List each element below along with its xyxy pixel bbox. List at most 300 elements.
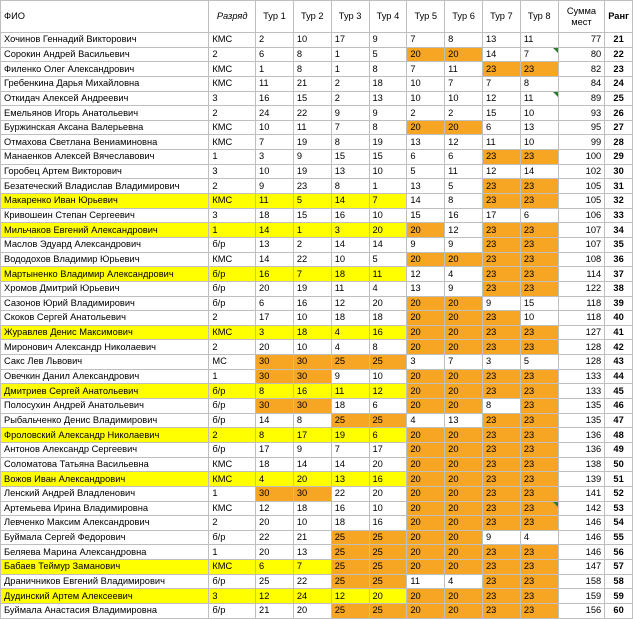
cell-tour-1[interactable]: 14 bbox=[256, 413, 294, 428]
cell-tour-3[interactable]: 1 bbox=[331, 47, 369, 62]
cell-tour-3[interactable]: 25 bbox=[331, 603, 369, 618]
cell-tour-8[interactable]: 15 bbox=[520, 296, 558, 311]
cell-tour-2[interactable]: 16 bbox=[293, 384, 331, 399]
cell-sum[interactable]: 118 bbox=[558, 296, 605, 311]
cell-tour-5[interactable]: 20 bbox=[407, 442, 445, 457]
cell-sum[interactable]: 100 bbox=[558, 150, 605, 165]
cell-tour-6[interactable]: 6 bbox=[445, 150, 483, 165]
cell-razryad[interactable]: б/р bbox=[209, 574, 256, 589]
header-tour-8[interactable]: Тур 8 bbox=[520, 1, 558, 33]
cell-tour-5[interactable]: 20 bbox=[407, 311, 445, 326]
cell-tour-6[interactable]: 20 bbox=[445, 442, 483, 457]
cell-tour-3[interactable]: 18 bbox=[331, 516, 369, 531]
cell-name[interactable]: Овечкин Данил Александрович bbox=[1, 369, 209, 384]
cell-sum[interactable]: 133 bbox=[558, 384, 605, 399]
cell-tour-6[interactable]: 20 bbox=[445, 384, 483, 399]
cell-tour-3[interactable]: 8 bbox=[331, 135, 369, 150]
cell-razryad[interactable]: б/р bbox=[209, 384, 256, 399]
cell-tour-3[interactable]: 18 bbox=[331, 399, 369, 414]
cell-razryad[interactable]: 1 bbox=[209, 223, 256, 238]
cell-tour-5[interactable]: 5 bbox=[407, 164, 445, 179]
cell-razryad[interactable]: 3 bbox=[209, 164, 256, 179]
cell-rank[interactable]: 31 bbox=[605, 179, 633, 194]
cell-tour-1[interactable]: 11 bbox=[256, 194, 294, 209]
cell-razryad[interactable]: б/р bbox=[209, 530, 256, 545]
header-rank[interactable]: Ранг bbox=[605, 1, 633, 33]
cell-tour-7[interactable]: 23 bbox=[483, 442, 521, 457]
cell-tour-7[interactable]: 23 bbox=[483, 486, 521, 501]
cell-tour-6[interactable]: 20 bbox=[445, 603, 483, 618]
cell-tour-4[interactable]: 7 bbox=[369, 194, 407, 209]
cell-tour-1[interactable]: 6 bbox=[256, 47, 294, 62]
cell-tour-2[interactable]: 5 bbox=[293, 194, 331, 209]
cell-tour-8[interactable]: 23 bbox=[520, 603, 558, 618]
cell-name[interactable]: Безатеческий Владислав Владимирович bbox=[1, 179, 209, 194]
cell-tour-3[interactable]: 25 bbox=[331, 560, 369, 575]
cell-tour-1[interactable]: 14 bbox=[256, 252, 294, 267]
cell-tour-7[interactable]: 23 bbox=[483, 384, 521, 399]
cell-name[interactable]: Рыбальченко Денис Владимирович bbox=[1, 413, 209, 428]
cell-name[interactable]: Горобец Артем Викторович bbox=[1, 164, 209, 179]
cell-name[interactable]: Дудинский Артем Алексеевич bbox=[1, 589, 209, 604]
cell-tour-7[interactable]: 23 bbox=[483, 340, 521, 355]
cell-sum[interactable]: 127 bbox=[558, 325, 605, 340]
cell-tour-8[interactable]: 23 bbox=[520, 486, 558, 501]
cell-rank[interactable]: 59 bbox=[605, 589, 633, 604]
cell-tour-6[interactable]: 9 bbox=[445, 281, 483, 296]
cell-tour-3[interactable]: 3 bbox=[331, 223, 369, 238]
cell-tour-1[interactable]: 24 bbox=[256, 106, 294, 121]
cell-razryad[interactable]: 3 bbox=[209, 589, 256, 604]
cell-sum[interactable]: 95 bbox=[558, 120, 605, 135]
cell-tour-6[interactable]: 11 bbox=[445, 62, 483, 77]
cell-tour-5[interactable]: 20 bbox=[407, 296, 445, 311]
cell-sum[interactable]: 107 bbox=[558, 223, 605, 238]
cell-rank[interactable]: 34 bbox=[605, 223, 633, 238]
cell-tour-3[interactable]: 22 bbox=[331, 486, 369, 501]
cell-tour-7[interactable]: 23 bbox=[483, 150, 521, 165]
cell-tour-6[interactable]: 20 bbox=[445, 472, 483, 487]
cell-tour-1[interactable]: 30 bbox=[256, 399, 294, 414]
cell-sum[interactable]: 89 bbox=[558, 91, 605, 106]
cell-tour-3[interactable]: 4 bbox=[331, 340, 369, 355]
cell-tour-5[interactable]: 2 bbox=[407, 106, 445, 121]
cell-tour-7[interactable]: 23 bbox=[483, 501, 521, 516]
cell-tour-3[interactable]: 9 bbox=[331, 369, 369, 384]
cell-razryad[interactable]: КМС bbox=[209, 252, 256, 267]
cell-razryad[interactable]: 1 bbox=[209, 545, 256, 560]
header-tour-4[interactable]: Тур 4 bbox=[369, 1, 407, 33]
cell-tour-8[interactable]: 11 bbox=[520, 33, 558, 48]
cell-tour-6[interactable]: 20 bbox=[445, 296, 483, 311]
cell-tour-8[interactable]: 5 bbox=[520, 355, 558, 370]
cell-tour-1[interactable]: 13 bbox=[256, 237, 294, 252]
cell-name[interactable]: Полосухин Андрей Анатольевич bbox=[1, 399, 209, 414]
cell-tour-8[interactable]: 23 bbox=[520, 472, 558, 487]
cell-tour-1[interactable]: 18 bbox=[256, 208, 294, 223]
cell-tour-8[interactable]: 13 bbox=[520, 120, 558, 135]
cell-tour-3[interactable]: 11 bbox=[331, 281, 369, 296]
cell-rank[interactable]: 27 bbox=[605, 120, 633, 135]
cell-rank[interactable]: 60 bbox=[605, 603, 633, 618]
cell-name[interactable]: Буймала Анастасия Владимировна bbox=[1, 603, 209, 618]
cell-tour-8[interactable]: 10 bbox=[520, 135, 558, 150]
cell-razryad[interactable]: 1 bbox=[209, 369, 256, 384]
cell-tour-7[interactable]: 9 bbox=[483, 296, 521, 311]
cell-tour-3[interactable]: 15 bbox=[331, 150, 369, 165]
cell-sum[interactable]: 142 bbox=[558, 501, 605, 516]
cell-tour-5[interactable]: 20 bbox=[407, 252, 445, 267]
cell-tour-8[interactable]: 23 bbox=[520, 560, 558, 575]
cell-tour-7[interactable]: 23 bbox=[483, 574, 521, 589]
cell-tour-3[interactable]: 16 bbox=[331, 501, 369, 516]
cell-tour-7[interactable]: 23 bbox=[483, 179, 521, 194]
cell-razryad[interactable]: КМС bbox=[209, 62, 256, 77]
cell-tour-6[interactable]: 20 bbox=[445, 457, 483, 472]
cell-rank[interactable]: 58 bbox=[605, 574, 633, 589]
cell-tour-5[interactable]: 11 bbox=[407, 574, 445, 589]
cell-rank[interactable]: 37 bbox=[605, 267, 633, 282]
cell-tour-5[interactable]: 7 bbox=[407, 62, 445, 77]
cell-name[interactable]: Отмахова Светлана Вениаминовна bbox=[1, 135, 209, 150]
cell-tour-6[interactable]: 20 bbox=[445, 589, 483, 604]
cell-rank[interactable]: 41 bbox=[605, 325, 633, 340]
cell-tour-4[interactable]: 18 bbox=[369, 311, 407, 326]
cell-tour-4[interactable]: 5 bbox=[369, 47, 407, 62]
cell-sum[interactable]: 82 bbox=[558, 62, 605, 77]
cell-tour-4[interactable]: 1 bbox=[369, 179, 407, 194]
cell-tour-8[interactable]: 23 bbox=[520, 369, 558, 384]
cell-rank[interactable]: 24 bbox=[605, 76, 633, 91]
cell-tour-7[interactable]: 23 bbox=[483, 589, 521, 604]
cell-tour-8[interactable]: 23 bbox=[520, 194, 558, 209]
header-razryad[interactable]: Разряд bbox=[209, 1, 256, 33]
cell-name[interactable]: Бабаев Теймур Заманович bbox=[1, 560, 209, 575]
cell-name[interactable]: Сорокин Андрей Васильевич bbox=[1, 47, 209, 62]
cell-name[interactable]: Кривошеин Степан Сергеевич bbox=[1, 208, 209, 223]
cell-rank[interactable]: 30 bbox=[605, 164, 633, 179]
cell-tour-2[interactable]: 22 bbox=[293, 574, 331, 589]
cell-tour-2[interactable]: 11 bbox=[293, 120, 331, 135]
cell-tour-7[interactable]: 23 bbox=[483, 267, 521, 282]
cell-rank[interactable]: 25 bbox=[605, 91, 633, 106]
cell-name[interactable]: Хочинов Геннадий Викторович bbox=[1, 33, 209, 48]
cell-tour-1[interactable]: 25 bbox=[256, 574, 294, 589]
cell-tour-6[interactable]: 4 bbox=[445, 574, 483, 589]
cell-tour-6[interactable]: 20 bbox=[445, 545, 483, 560]
cell-tour-3[interactable]: 17 bbox=[331, 33, 369, 48]
cell-tour-5[interactable]: 20 bbox=[407, 120, 445, 135]
cell-tour-2[interactable]: 9 bbox=[293, 150, 331, 165]
cell-tour-3[interactable]: 9 bbox=[331, 106, 369, 121]
cell-name[interactable]: Филенко Олег Александрович bbox=[1, 62, 209, 77]
cell-tour-4[interactable]: 6 bbox=[369, 428, 407, 443]
cell-tour-3[interactable]: 14 bbox=[331, 457, 369, 472]
cell-razryad[interactable]: б/р bbox=[209, 281, 256, 296]
cell-tour-4[interactable]: 20 bbox=[369, 296, 407, 311]
cell-tour-4[interactable]: 10 bbox=[369, 164, 407, 179]
cell-razryad[interactable]: КМС bbox=[209, 120, 256, 135]
cell-tour-5[interactable]: 15 bbox=[407, 208, 445, 223]
cell-tour-5[interactable]: 9 bbox=[407, 237, 445, 252]
cell-tour-4[interactable]: 25 bbox=[369, 574, 407, 589]
cell-tour-6[interactable]: 20 bbox=[445, 516, 483, 531]
cell-rank[interactable]: 33 bbox=[605, 208, 633, 223]
cell-tour-5[interactable]: 20 bbox=[407, 472, 445, 487]
cell-tour-5[interactable]: 13 bbox=[407, 281, 445, 296]
cell-tour-5[interactable]: 20 bbox=[407, 530, 445, 545]
cell-razryad[interactable]: 1 bbox=[209, 486, 256, 501]
cell-tour-1[interactable]: 22 bbox=[256, 530, 294, 545]
cell-tour-1[interactable]: 30 bbox=[256, 355, 294, 370]
cell-tour-7[interactable]: 23 bbox=[483, 457, 521, 472]
cell-sum[interactable]: 156 bbox=[558, 603, 605, 618]
cell-tour-4[interactable]: 4 bbox=[369, 281, 407, 296]
cell-sum[interactable]: 114 bbox=[558, 267, 605, 282]
cell-rank[interactable]: 51 bbox=[605, 472, 633, 487]
cell-tour-4[interactable]: 17 bbox=[369, 442, 407, 457]
cell-tour-4[interactable]: 13 bbox=[369, 91, 407, 106]
cell-tour-5[interactable]: 20 bbox=[407, 589, 445, 604]
cell-sum[interactable]: 138 bbox=[558, 457, 605, 472]
cell-tour-5[interactable]: 20 bbox=[407, 545, 445, 560]
cell-tour-2[interactable]: 17 bbox=[293, 428, 331, 443]
cell-name[interactable]: Скоков Сергей Анатольевич bbox=[1, 311, 209, 326]
cell-tour-1[interactable]: 20 bbox=[256, 340, 294, 355]
cell-tour-4[interactable]: 8 bbox=[369, 62, 407, 77]
cell-sum[interactable]: 135 bbox=[558, 399, 605, 414]
cell-razryad[interactable]: 2 bbox=[209, 428, 256, 443]
cell-tour-1[interactable]: 14 bbox=[256, 223, 294, 238]
cell-sum[interactable]: 93 bbox=[558, 106, 605, 121]
cell-tour-6[interactable]: 20 bbox=[445, 252, 483, 267]
cell-tour-2[interactable]: 18 bbox=[293, 501, 331, 516]
cell-sum[interactable]: 146 bbox=[558, 516, 605, 531]
cell-tour-7[interactable]: 23 bbox=[483, 428, 521, 443]
cell-razryad[interactable]: КМС bbox=[209, 501, 256, 516]
cell-tour-2[interactable]: 24 bbox=[293, 589, 331, 604]
cell-tour-1[interactable]: 4 bbox=[256, 472, 294, 487]
cell-tour-4[interactable]: 25 bbox=[369, 603, 407, 618]
cell-rank[interactable]: 43 bbox=[605, 355, 633, 370]
cell-rank[interactable]: 55 bbox=[605, 530, 633, 545]
cell-tour-3[interactable]: 13 bbox=[331, 164, 369, 179]
cell-rank[interactable]: 48 bbox=[605, 428, 633, 443]
cell-tour-3[interactable]: 16 bbox=[331, 208, 369, 223]
cell-tour-6[interactable]: 16 bbox=[445, 208, 483, 223]
cell-tour-2[interactable]: 16 bbox=[293, 296, 331, 311]
cell-tour-5[interactable]: 20 bbox=[407, 223, 445, 238]
cell-tour-6[interactable]: 20 bbox=[445, 311, 483, 326]
cell-name[interactable]: Вододохов Владимир Юрьевич bbox=[1, 252, 209, 267]
cell-tour-2[interactable]: 10 bbox=[293, 340, 331, 355]
cell-tour-1[interactable]: 17 bbox=[256, 311, 294, 326]
cell-name[interactable]: Мартыненко Владимир Александрович bbox=[1, 267, 209, 282]
cell-name[interactable]: Вожов Иван Александрович bbox=[1, 472, 209, 487]
cell-tour-6[interactable]: 20 bbox=[445, 340, 483, 355]
cell-tour-5[interactable]: 14 bbox=[407, 194, 445, 209]
cell-razryad[interactable]: КМС bbox=[209, 325, 256, 340]
cell-rank[interactable]: 28 bbox=[605, 135, 633, 150]
cell-sum[interactable]: 159 bbox=[558, 589, 605, 604]
cell-tour-7[interactable]: 23 bbox=[483, 223, 521, 238]
cell-name[interactable]: Манаенков Алексей Вячеславович bbox=[1, 150, 209, 165]
cell-tour-8[interactable]: 23 bbox=[520, 442, 558, 457]
cell-tour-1[interactable]: 12 bbox=[256, 501, 294, 516]
cell-tour-5[interactable]: 7 bbox=[407, 33, 445, 48]
cell-tour-8[interactable]: 23 bbox=[520, 252, 558, 267]
cell-name[interactable]: Гребенкина Дарья Михайловна bbox=[1, 76, 209, 91]
cell-razryad[interactable]: КМС bbox=[209, 457, 256, 472]
cell-sum[interactable]: 147 bbox=[558, 560, 605, 575]
cell-rank[interactable]: 32 bbox=[605, 194, 633, 209]
cell-tour-8[interactable]: 23 bbox=[520, 223, 558, 238]
cell-tour-8[interactable]: 23 bbox=[520, 267, 558, 282]
cell-tour-6[interactable]: 12 bbox=[445, 223, 483, 238]
cell-tour-2[interactable]: 18 bbox=[293, 325, 331, 340]
cell-rank[interactable]: 54 bbox=[605, 516, 633, 531]
cell-tour-1[interactable]: 10 bbox=[256, 120, 294, 135]
cell-razryad[interactable]: б/р bbox=[209, 267, 256, 282]
cell-name[interactable]: Миронович Александр Николаевич bbox=[1, 340, 209, 355]
cell-tour-1[interactable]: 10 bbox=[256, 164, 294, 179]
cell-tour-2[interactable]: 10 bbox=[293, 311, 331, 326]
cell-tour-3[interactable]: 7 bbox=[331, 442, 369, 457]
cell-tour-8[interactable]: 23 bbox=[520, 340, 558, 355]
cell-tour-6[interactable]: 9 bbox=[445, 237, 483, 252]
cell-razryad[interactable]: б/р bbox=[209, 442, 256, 457]
cell-tour-7[interactable]: 23 bbox=[483, 369, 521, 384]
cell-tour-6[interactable]: 5 bbox=[445, 179, 483, 194]
cell-tour-5[interactable]: 20 bbox=[407, 457, 445, 472]
cell-sum[interactable]: 146 bbox=[558, 545, 605, 560]
cell-tour-4[interactable]: 20 bbox=[369, 223, 407, 238]
cell-tour-1[interactable]: 21 bbox=[256, 603, 294, 618]
cell-tour-6[interactable]: 20 bbox=[445, 399, 483, 414]
cell-tour-1[interactable]: 8 bbox=[256, 384, 294, 399]
cell-razryad[interactable]: КМС bbox=[209, 194, 256, 209]
cell-razryad[interactable]: КМС bbox=[209, 33, 256, 48]
cell-tour-5[interactable]: 20 bbox=[407, 486, 445, 501]
cell-rank[interactable]: 57 bbox=[605, 560, 633, 575]
cell-sum[interactable]: 102 bbox=[558, 164, 605, 179]
cell-razryad[interactable]: 3 bbox=[209, 91, 256, 106]
header-tour-7[interactable]: Тур 7 bbox=[483, 1, 521, 33]
cell-tour-2[interactable]: 30 bbox=[293, 355, 331, 370]
cell-sum[interactable]: 99 bbox=[558, 135, 605, 150]
cell-name[interactable]: Дмитриев Сергей Анатольевич bbox=[1, 384, 209, 399]
cell-tour-3[interactable]: 13 bbox=[331, 472, 369, 487]
cell-tour-5[interactable]: 10 bbox=[407, 76, 445, 91]
cell-tour-2[interactable]: 1 bbox=[293, 223, 331, 238]
cell-razryad[interactable]: КМС bbox=[209, 76, 256, 91]
cell-tour-5[interactable]: 4 bbox=[407, 413, 445, 428]
cell-name[interactable]: Макаренко Иван Юрьевич bbox=[1, 194, 209, 209]
cell-rank[interactable]: 53 bbox=[605, 501, 633, 516]
cell-tour-8[interactable]: 23 bbox=[520, 413, 558, 428]
cell-tour-5[interactable]: 13 bbox=[407, 135, 445, 150]
cell-tour-7[interactable]: 23 bbox=[483, 472, 521, 487]
cell-tour-6[interactable]: 20 bbox=[445, 47, 483, 62]
cell-name[interactable]: Артемьева Ирина Владимировна bbox=[1, 501, 209, 516]
cell-tour-5[interactable]: 20 bbox=[407, 47, 445, 62]
cell-tour-4[interactable]: 12 bbox=[369, 384, 407, 399]
cell-tour-7[interactable]: 23 bbox=[483, 252, 521, 267]
cell-razryad[interactable]: 3 bbox=[209, 208, 256, 223]
cell-tour-7[interactable]: 23 bbox=[483, 194, 521, 209]
cell-name[interactable]: Левченко Максим Александрович bbox=[1, 516, 209, 531]
cell-tour-2[interactable]: 30 bbox=[293, 486, 331, 501]
cell-tour-4[interactable]: 25 bbox=[369, 560, 407, 575]
cell-tour-7[interactable]: 6 bbox=[483, 120, 521, 135]
cell-tour-4[interactable]: 11 bbox=[369, 267, 407, 282]
cell-tour-2[interactable]: 7 bbox=[293, 560, 331, 575]
cell-name[interactable]: Ленский Андрей Владленович bbox=[1, 486, 209, 501]
cell-tour-4[interactable]: 10 bbox=[369, 369, 407, 384]
cell-tour-8[interactable]: 23 bbox=[520, 399, 558, 414]
cell-tour-5[interactable]: 3 bbox=[407, 355, 445, 370]
cell-tour-8[interactable]: 23 bbox=[520, 545, 558, 560]
cell-tour-6[interactable]: 20 bbox=[445, 120, 483, 135]
cell-tour-1[interactable]: 30 bbox=[256, 369, 294, 384]
cell-tour-1[interactable]: 16 bbox=[256, 91, 294, 106]
cell-tour-4[interactable]: 14 bbox=[369, 237, 407, 252]
cell-razryad[interactable]: 2 bbox=[209, 179, 256, 194]
cell-tour-1[interactable]: 17 bbox=[256, 442, 294, 457]
cell-sum[interactable]: 108 bbox=[558, 252, 605, 267]
cell-tour-5[interactable]: 20 bbox=[407, 325, 445, 340]
cell-tour-4[interactable]: 9 bbox=[369, 33, 407, 48]
cell-tour-2[interactable]: 15 bbox=[293, 208, 331, 223]
cell-razryad[interactable]: 2 bbox=[209, 516, 256, 531]
cell-tour-6[interactable]: 12 bbox=[445, 135, 483, 150]
cell-tour-3[interactable]: 7 bbox=[331, 120, 369, 135]
cell-tour-6[interactable]: 20 bbox=[445, 428, 483, 443]
cell-tour-2[interactable]: 8 bbox=[293, 62, 331, 77]
cell-tour-3[interactable]: 10 bbox=[331, 252, 369, 267]
cell-tour-1[interactable]: 20 bbox=[256, 545, 294, 560]
cell-tour-7[interactable]: 23 bbox=[483, 62, 521, 77]
cell-tour-5[interactable]: 20 bbox=[407, 384, 445, 399]
cell-tour-3[interactable]: 25 bbox=[331, 413, 369, 428]
cell-sum[interactable]: 105 bbox=[558, 194, 605, 209]
cell-tour-5[interactable]: 10 bbox=[407, 91, 445, 106]
cell-name[interactable]: Откидач Алексей Андреевич bbox=[1, 91, 209, 106]
cell-tour-7[interactable]: 12 bbox=[483, 164, 521, 179]
cell-tour-2[interactable]: 21 bbox=[293, 76, 331, 91]
cell-tour-3[interactable]: 25 bbox=[331, 574, 369, 589]
cell-tour-8[interactable]: 23 bbox=[520, 589, 558, 604]
cell-razryad[interactable]: КМС bbox=[209, 560, 256, 575]
cell-tour-4[interactable]: 8 bbox=[369, 120, 407, 135]
cell-tour-1[interactable]: 7 bbox=[256, 135, 294, 150]
cell-tour-7[interactable]: 11 bbox=[483, 135, 521, 150]
cell-tour-5[interactable]: 20 bbox=[407, 603, 445, 618]
cell-tour-2[interactable]: 19 bbox=[293, 164, 331, 179]
cell-tour-2[interactable]: 14 bbox=[293, 457, 331, 472]
cell-tour-7[interactable]: 23 bbox=[483, 325, 521, 340]
cell-sum[interactable]: 136 bbox=[558, 442, 605, 457]
cell-sum[interactable]: 146 bbox=[558, 530, 605, 545]
cell-tour-2[interactable]: 22 bbox=[293, 106, 331, 121]
cell-sum[interactable]: 141 bbox=[558, 486, 605, 501]
cell-razryad[interactable]: б/р bbox=[209, 413, 256, 428]
cell-name[interactable]: Антонов Александр Сергеевич bbox=[1, 442, 209, 457]
cell-tour-8[interactable]: 23 bbox=[520, 325, 558, 340]
cell-tour-2[interactable]: 9 bbox=[293, 442, 331, 457]
cell-rank[interactable]: 39 bbox=[605, 296, 633, 311]
cell-tour-1[interactable]: 6 bbox=[256, 296, 294, 311]
